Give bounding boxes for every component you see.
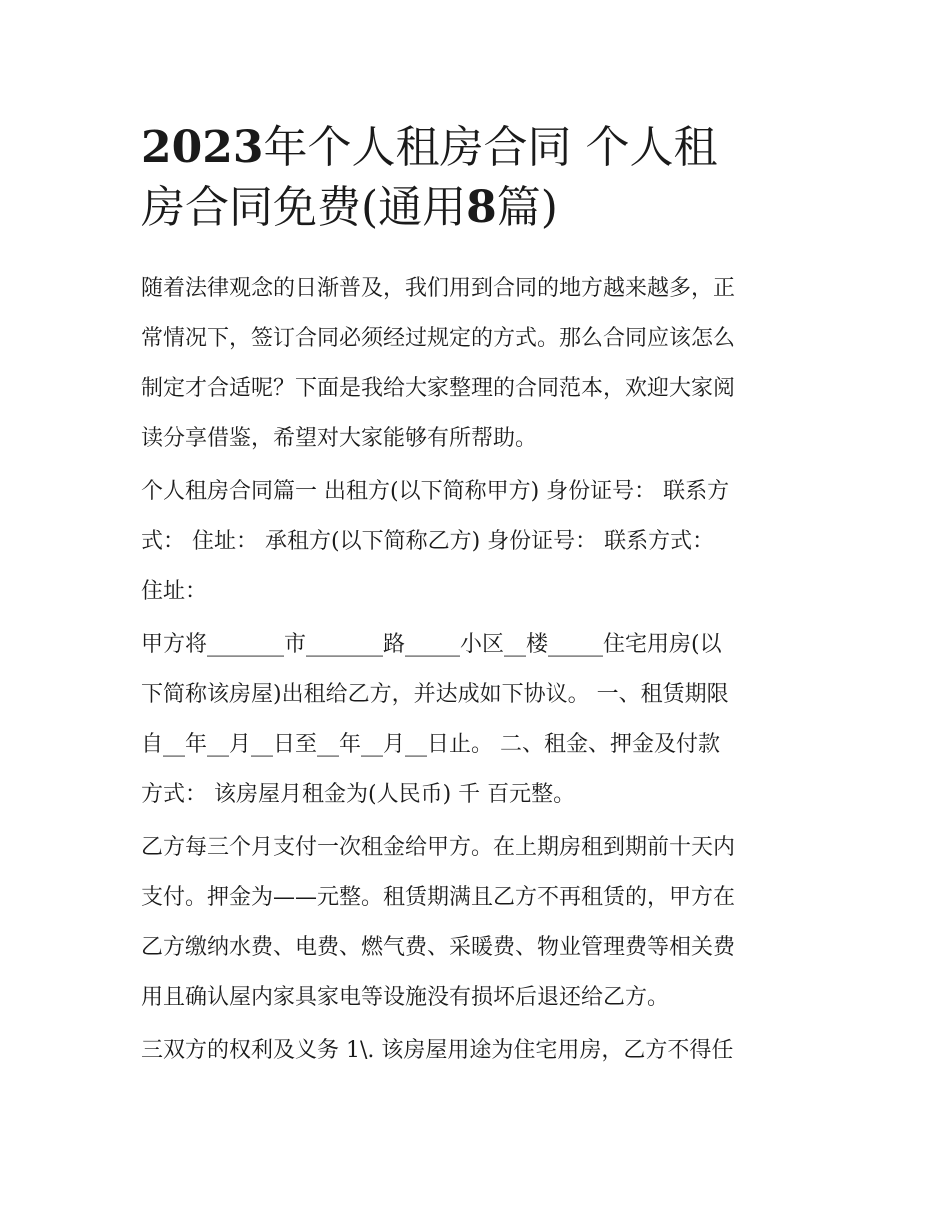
title-year: 2023 xyxy=(141,122,264,173)
paragraph-payment xyxy=(141,823,811,1023)
document-page xyxy=(141,118,811,1079)
text-line: 住址： xyxy=(141,579,208,604)
text-line: 乙方缴纳水费、电费、燃气费、采暖费、物业管理费等相关费 xyxy=(141,935,736,960)
paragraph-parties xyxy=(141,467,811,617)
text-line: 常情况下，签订合同必须经过规定的方式。那么合同应该怎么 xyxy=(141,326,736,351)
text-line: 自__年__月__日至__年__月__日止。 二、租金、押金及付款 xyxy=(141,732,720,757)
title-text: 房合同免费(通用 xyxy=(141,182,467,233)
paragraph-lease-terms xyxy=(141,620,811,820)
text-line: 读分享借鉴，希望对大家能够有所帮助。 xyxy=(141,426,538,451)
text-line: 下简称该房屋)出租给乙方，并达成如下协议。 一、租赁期限 xyxy=(141,682,729,707)
title-line xyxy=(141,178,811,238)
text-line: 式： 住址： 承租方(以下简称乙方) 身份证号： 联系方式： xyxy=(141,529,715,554)
text-line: 支付。押金为——元整。租赁期满且乙方不再租赁的，甲方在 xyxy=(141,885,736,910)
paragraph-intro xyxy=(141,264,811,464)
text-line: 随着法律观念的日渐普及，我们用到合同的地方越来越多，正 xyxy=(141,276,736,301)
title-text: 篇) xyxy=(496,182,558,233)
document-body xyxy=(141,264,811,1076)
text-line: 方式： 该房屋月租金为(人民币) 千 百元整。 xyxy=(141,782,576,807)
text-line: 甲方将_______市_______路_____小区__楼_____住宅用房(以 xyxy=(141,632,722,657)
text-line: 制定才合适呢？下面是我给大家整理的合同范本，欢迎大家阅 xyxy=(141,376,736,401)
text-line: 乙方每三个月支付一次租金给甲方。在上期房租到期前十天内 xyxy=(141,835,736,860)
text-line: 用且确认屋内家具家电等设施没有损坏后退还给乙方。 xyxy=(141,985,670,1010)
title-count: 8 xyxy=(466,182,497,233)
paragraph-rights xyxy=(141,1026,811,1076)
text-line: 三双方的权利及义务 1\. 该房屋用途为住宅用房，乙方不得任 xyxy=(141,1038,734,1063)
title-text: 年个人租房合同 个人租 xyxy=(263,122,718,173)
document-title xyxy=(141,118,811,238)
title-line xyxy=(141,118,811,178)
text-line: 个人租房合同篇一 出租方(以下简称甲方) 身份证号： 联系方 xyxy=(141,479,730,504)
